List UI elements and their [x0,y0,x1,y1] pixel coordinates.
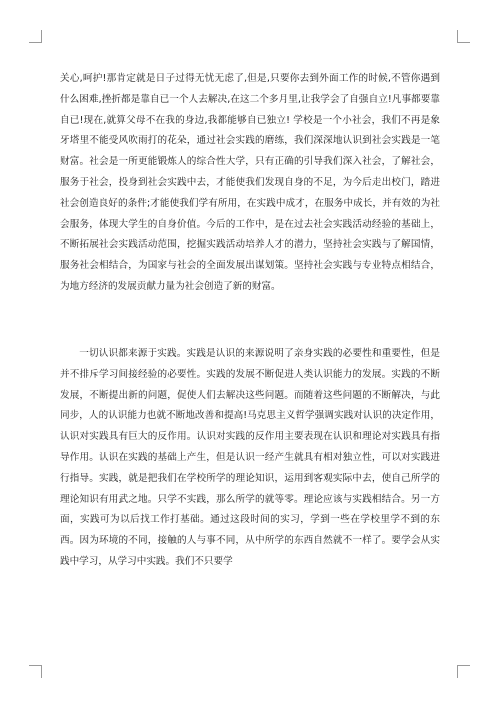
body-paragraph-1 [60,69,440,298]
crop-mark-top-left [29,30,42,43]
crop-mark-bottom-left [29,665,42,678]
crop-mark-bottom-right [457,665,470,678]
paragraph-text: 一切认识都来源于实践。实践是认识的来源说明了亲身实践的必要性和重要性，但是并不排斥学习间接经验的必要性。实践的发展不断促进人类认识能力的发展。实践的不断发展，不断提出新的问题，促使人们去解决这些问题。而随着这些问题的不断解决，与此同步，人的认识能力也就不断地改善和提高!马克思主义哲学强调实践对认识的决定作用，认识对实践具有巨大的反作用。认识对实践的反作用主要表现在认识和理论对实践具有指导作用。认识在实践的基础上产生，但是认识一经产生就具有相对独立性，可以对实践进行指导。实践，就是把我们在学校所学的理论知识，运用到客观实际中去，使自己所学的理论知识有用武之地。只学不实践，那么所学的就等零。理论应该与实践相结合。另一方面，实践可为以后找工作打基础。通过这段时间的实习，学到一些在学校里学不到的东西。因为环境的不同，接触的人与事不同，从中所学的东西自然就不一样了。要学会从实践中学习，从学习中实践。我们不只要学 [60,348,440,567]
paragraph-text: 关心,呵护!那肯定就是日子过得无忧无虑了,但是,只要你去到外面工作的时候,不管你遇到什么困难,挫折都是靠自已一个人去解决,在这二个多月里,让我学会了自强自立!凡事都要靠自已!现在,就算父母不在我的身边,我都能够自已独立! 学校是一个小社会，我们不再是象牙塔里不能受风吹雨打的花朵，通过社会实践的磨练，我们深深地认识到社会实践是一笔财富。社会是一所更能锻炼人的综合性大学，只有正确的引导我们深入社会，了解社会，服务于社会，投身到社会实践中去，才能使我们发现自身的不足，为今后走出校门，踏进社会创造良好的条件;才能使我们学有所用，在实践中成才，在服务中成长，并有效的为社会服务，体现大学生的自身价值。今后的工作中，是在过去社会实践活动经验的基础上，不断拓展社会实践活动范围，挖掘实践活动培养人才的潜力，坚持社会实践与了解国情，服务社会相结合，为国家与社会的全面发展出谋划策。坚持社会实践与专业特点相结合，为地方经济的发展贡献力量为社会创造了新的财富。 [60,73,440,292]
body-paragraph-2 [60,344,440,573]
crop-mark-top-right [457,30,470,43]
